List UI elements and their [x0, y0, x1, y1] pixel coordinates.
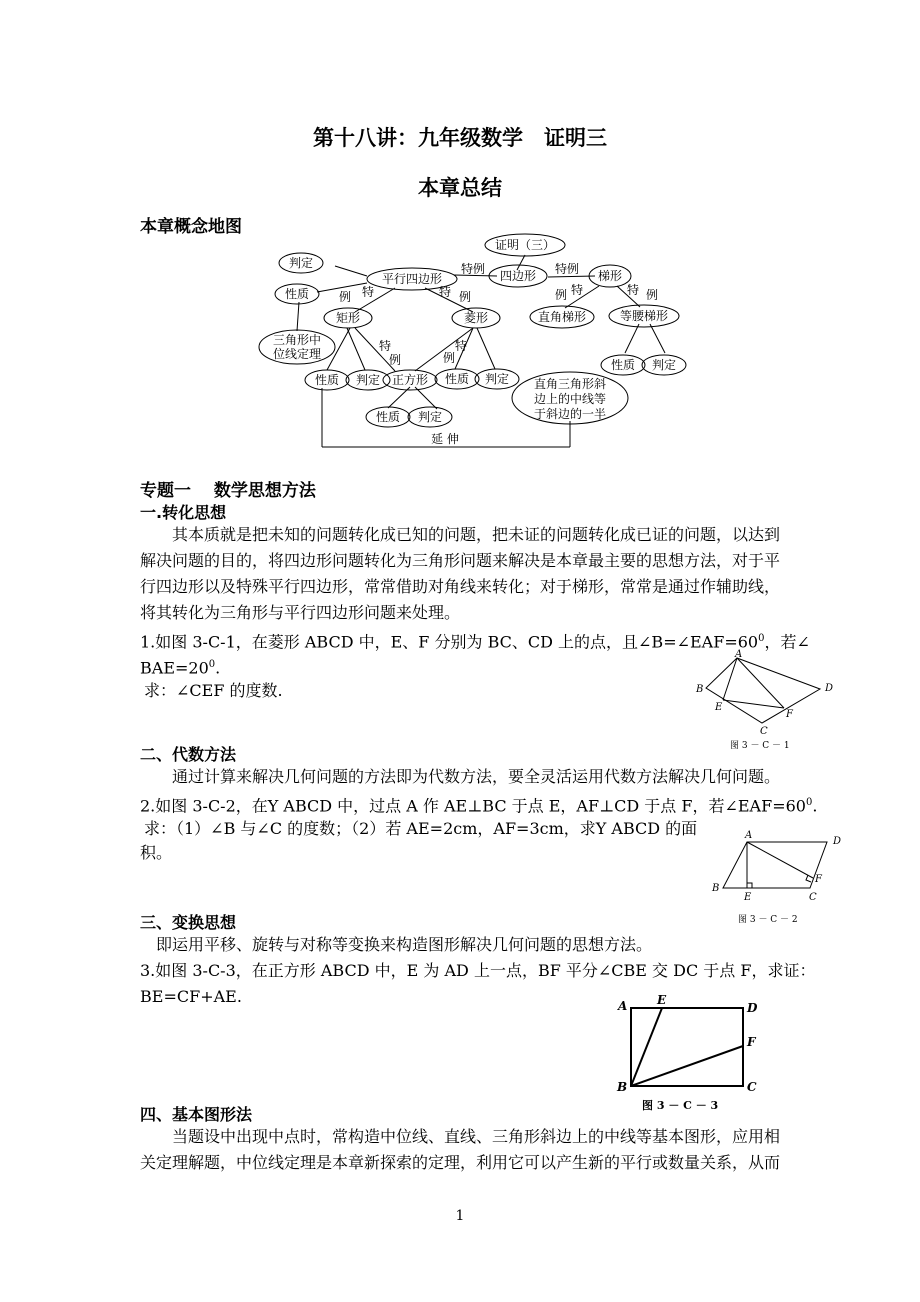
q1-text-b: ，若∠: [764, 632, 810, 652]
question1-line2: [140, 652, 220, 681]
fig1-caption: 图 3 － C － 1: [730, 741, 790, 751]
fig3-label-c: C: [747, 1080, 757, 1094]
page-title: 第十八讲：九年级数学 证明三: [313, 126, 607, 150]
figure-3-c-3: [612, 990, 772, 1116]
fig2-label-f: F: [815, 874, 822, 885]
edge-label-li-4: 例: [442, 351, 456, 365]
question1-ask: 求：∠CEF 的度数.: [144, 681, 283, 700]
edge-label-li-5: 例: [554, 288, 568, 302]
section3-heading: 三、变换思想: [140, 913, 237, 932]
question2-line1: [140, 790, 817, 819]
q1-text-a: 1.如图 3-C-1，在菱形 ABCD 中，E、F 分别为 BC、CD 上的点，且∠B=∠EAF=60: [140, 632, 759, 652]
node-rectangle: 矩形: [335, 311, 361, 325]
fig1-label-a: A: [735, 649, 743, 660]
fig1-label-c: C: [760, 726, 768, 737]
edge-label-li-1: 例: [338, 290, 352, 304]
fig1-label-b: B: [696, 684, 704, 695]
fig2-label-e: E: [744, 892, 752, 903]
edge-label-te-1: 特: [361, 285, 375, 299]
section3-paragraph: 即运用平移、旋转与对称等变换来构造图形解决几何问题的思想方法。: [156, 935, 653, 954]
q1-text-d: .: [215, 658, 221, 678]
section2-heading: 二、代数方法: [140, 745, 237, 764]
figure-3-c-1: [690, 648, 850, 752]
fig3-label-b: B: [617, 1080, 628, 1094]
q2-sup: 0: [805, 797, 813, 808]
fig3-label-f: F: [747, 1035, 756, 1049]
node-isosceles-trapezoid: 等腰梯形: [619, 309, 669, 323]
node-rhombus-judge: 判定: [484, 372, 510, 386]
node-midline-1: 三角形中: [272, 333, 322, 347]
q1-sup-1: 0: [758, 633, 765, 644]
node-square: 正方形: [391, 373, 429, 387]
q2-text-b: .: [812, 796, 818, 816]
edge-label-te-3: 特: [378, 339, 392, 353]
section4-paragraph: 当题设中出现中点时，常构造中位线、直线、三角形斜边上的中线等基本图形，应用相关定理解题，中位线定理是本章新探索的定理，利用它可以产生新的平行或数量关系，从而: [140, 1127, 781, 1172]
figure-3-c-2: [705, 826, 855, 930]
section2-paragraph: 通过计算来解决几何问题的方法即为代数方法，要全灵活运用代数方法解决几何问题。: [172, 767, 781, 786]
node-midline-2: 位线定理: [272, 347, 322, 361]
section1-heading: 一.转化思想: [140, 503, 227, 522]
node-rhombus: 菱形: [463, 311, 489, 325]
edge-label-li-6: 例: [645, 288, 659, 302]
node-rect-property: 性质: [314, 373, 340, 387]
edge-label-special-2: 特例: [554, 262, 580, 276]
fig2-label-c: C: [809, 892, 817, 903]
concept-map-heading: 本章概念地图: [140, 217, 242, 237]
section1-paragraph: 其本质就是把未知的问题转化成已知的问题，把未证的问题转化成已证的问题，以达到解决问题的目的，将四边形问题转化为三角形问题来解决是本章最主要的思想方法，对于平行四边形以及特殊平行四边形，常常借助对角线来转化；对于梯形，常常是通过作辅助线，将其转化为三角形与平行四边形问题来处理。: [140, 525, 781, 622]
section4-heading: 四、基本图形法: [140, 1105, 253, 1124]
node-right-trapezoid: 直角梯形: [537, 310, 587, 324]
fig1-label-f: F: [786, 709, 793, 720]
edge-label-extend: 延 伸: [431, 432, 459, 446]
fig2-label-d: D: [833, 836, 842, 847]
edge-label-te-2: 特: [438, 285, 452, 299]
page-number: 1: [455, 1208, 465, 1224]
edge-label-special-1: 特例: [460, 262, 486, 276]
node-pg-property: 性质: [284, 287, 310, 301]
q2-text-a: 2.如图 3-C-2，在Y ABCD 中，过点 A 作 AE⊥BC 于点 E，AF⊥CD 于点 F，若∠EAF=60: [140, 796, 806, 816]
edge-label-te-6: 特: [626, 283, 640, 297]
question3-line2: BE=CF+AE.: [140, 987, 242, 1006]
node-root: 证明（三）: [494, 238, 556, 252]
question2-line3: 积。: [140, 843, 173, 862]
edge-label-te-4: 特: [454, 339, 468, 353]
node-iso-judge: 判定: [651, 358, 677, 372]
node-parallelogram: 平行四边形: [381, 272, 443, 286]
fig1-label-e: E: [715, 702, 723, 713]
node-square-property: 性质: [375, 410, 401, 424]
fig3-label-a: A: [618, 999, 628, 1013]
fig2-label-a: A: [745, 830, 753, 841]
node-rect-judge: 判定: [355, 373, 381, 387]
node-hypotenuse-2: 边上的中线等: [533, 392, 607, 406]
edge-label-te-5: 特: [570, 283, 584, 297]
node-hypotenuse-3: 于斜边的一半: [533, 407, 607, 421]
concept-map: [255, 228, 695, 463]
edge-label-li-3: 例: [388, 353, 402, 367]
node-iso-property: 性质: [610, 358, 636, 372]
node-hypotenuse-1: 直角三角形斜: [533, 377, 607, 391]
node-square-judge: 判定: [417, 410, 443, 424]
question3-line1: 3.如图 3-C-3，在正方形 ABCD 中，E 为 AD 上一点，BF 平分∠CBE 交 DC 于点 F，求证：: [140, 961, 816, 980]
edge-label-li-2: 例: [458, 290, 472, 304]
question2-line2: 求：（1）∠B 与∠C 的度数；（2）若 AE=2cm，AF=3cm，求Y ABCD 的面: [144, 819, 698, 838]
node-rhombus-property: 性质: [444, 372, 470, 386]
fig3-caption: 图 3 － C － 3: [642, 1099, 719, 1112]
q1-sup-2: 0: [208, 659, 216, 670]
node-quadrilateral: 四边形: [499, 269, 537, 283]
page-subtitle: 本章总结: [418, 176, 502, 200]
q1-text-c: BAE=20: [140, 658, 209, 678]
fig2-caption: 图 3 － C － 2: [738, 915, 798, 925]
node-trapezoid: 梯形: [597, 269, 623, 283]
fig2-label-b: B: [712, 883, 720, 894]
fig3-label-e: E: [657, 993, 667, 1007]
node-pg-judge: 判定: [288, 256, 314, 270]
fig3-label-d: D: [747, 1001, 758, 1015]
fig1-label-d: D: [825, 683, 834, 694]
topic1-heading: 专题一 数学思想方法: [140, 481, 316, 501]
